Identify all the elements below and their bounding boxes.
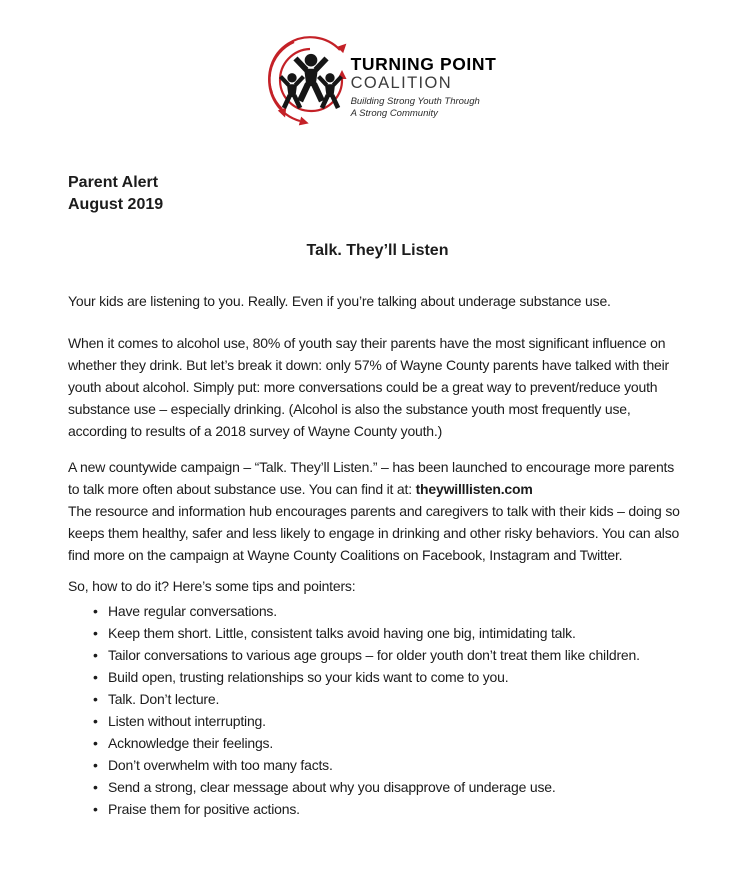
campaign-url: theywilllisten.com (415, 481, 533, 497)
logo-tagline-line2: A Strong Community (350, 107, 438, 119)
paragraph-campaign (68, 456, 687, 566)
tips-intro: So, how to do it? Here’s some tips and pointers: (68, 578, 356, 594)
tip-item: • Build open, trusting relationships so your kids want to come to you. (68, 666, 687, 688)
logo (68, 34, 687, 130)
tip-item: • Talk. Don’t lecture. (68, 688, 687, 710)
tip-item: • Praise them for positive actions. (68, 798, 687, 820)
logo-subtitle: COALITION (350, 74, 453, 92)
tip-item: • Listen without interrupting. (68, 710, 687, 732)
doc-header (68, 172, 687, 216)
paragraph-campaign-text: A new countywide campaign – “Talk. They’ll Listen.” – has been launched to encourage more parents to talk more often about substance use. You can find it at: (68, 459, 675, 497)
paragraph-listening: Your kids are listening to you. Really. Even if you’re talking about underage substance use. (68, 293, 611, 309)
logo-title: TURNING POINT (350, 54, 497, 74)
tip-item: • Have regular conversations. (68, 600, 687, 622)
paragraph-statistics: When it comes to alcohol use, 80% of youth say their parents have the most significant influence on whether they drink. But let’s break it down: only 57% of Wayne County parents have talked with their youth about alcohol. Simply put: more conversations could be a great way to prevent/reduce youth substance use – especially drinking. (Alcohol is also the substance youth most frequently use, according to results of a 2018 survey of Wayne County youth.) (68, 335, 669, 439)
tip-item: • Send a strong, clear message about why you disapprove of underage use. (68, 776, 687, 798)
tip-item: • Acknowledge their feelings. (68, 732, 687, 754)
logo-tagline-line1: Building Strong Youth Through (350, 96, 480, 107)
turning-point-logo-mark (259, 34, 363, 130)
article-headline: Talk. They’ll Listen (306, 242, 449, 259)
tips-list (68, 600, 687, 820)
tip-item: • Tailor conversations to various age groups – for older youth don’t treat them like children. (68, 644, 687, 666)
tip-item: • Keep them short. Little, consistent talks avoid having one big, intimidating talk. (68, 622, 687, 644)
alert-title: Parent Alert (68, 174, 159, 191)
tip-item: • Don’t overwhelm with too many facts. (68, 754, 687, 776)
alert-date: August 2019 (68, 196, 164, 213)
logo-tagline (351, 96, 497, 119)
paragraph-campaign-text2: The resource and information hub encourages parents and caregivers to talk with their kids – doing so keeps them healthy, safer and less likely to engage in drinking and other risky behaviors. You can also find more on the campaign at Wayne County Coalitions on Facebook, Instagram and Twitter. (68, 503, 680, 563)
logo-text (351, 34, 497, 119)
